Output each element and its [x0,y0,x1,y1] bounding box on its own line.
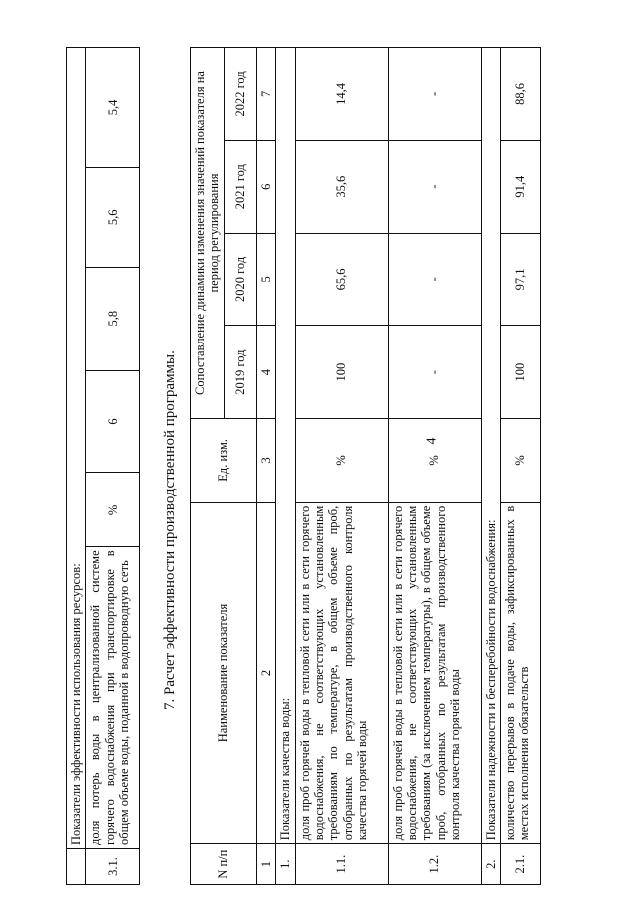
col-header-unit: Ед. изм. [191,419,257,503]
value-2021: - [388,140,481,233]
col-number: 6 [256,140,275,233]
col-header-2022: 2022 год [224,48,256,141]
indicator-name: доля проб горячей воды в тепловой сети или в сети горячего водоснабжения, не соответствующих установленным требованиям (за исключением температуры), в общем объеме проб, отобранных по результатам производственного контроля качества горячей воды [388,502,481,844]
section-number: 2. [481,844,500,885]
unit: % [86,473,140,547]
table-row [86,48,140,885]
resource-efficiency-table [66,47,140,885]
col-number: 7 [256,48,275,141]
col-number: 1 [256,844,275,885]
indicator-name: количество перерывов в подаче воды, зафиксированных в местах исполнения обязательств [500,502,540,844]
row-number: 3.1. [86,849,140,885]
row-number: 1.1. [295,844,388,885]
col-number: 5 [256,233,275,326]
col-header-2020: 2020 год [224,233,256,326]
section-row [276,48,295,885]
unit: % [295,419,388,503]
section-row [481,48,500,885]
table-row [500,48,540,885]
value-2020: 5,8 [86,267,140,370]
header-row [191,48,225,885]
unit: % [500,419,540,503]
col-header-name: Наименование показателя [191,502,257,844]
section7-heading: 7. Расчет эффективности производственной программы. [162,350,178,710]
indicator-name: доля проб горячей воды в тепловой сети или в сети горячего водоснабжения, не соответствующих установленным требованиям по температуре, в общем объеме проб, отобранных по результатам производственного контроля качества горячей воды [295,502,388,844]
section-title: Показатели качества воды: [276,48,295,844]
value-2019: 100 [295,326,388,419]
column-number-row [256,48,275,885]
section-title: Показатели эффективности использования ресурсов: [67,48,86,849]
value-2022: 5,4 [86,48,140,168]
section-title: Показатели надежности и бесперебойности водоснабжения: [481,48,500,844]
table-row [67,48,86,885]
value-2021: 91,4 [500,140,540,233]
value-2020: 65,6 [295,233,388,326]
unit: % [388,419,481,503]
value-2022: 14,4 [295,48,388,141]
indicator-name: доля потерь воды в централизованной системе горячего водоснабжения при транспортировке в общем объеме воды, поданной в водопроводную сеть [86,547,140,849]
col-header-2019: 2019 год [224,326,256,419]
row-number: 2.1. [500,844,540,885]
table-row [295,48,388,885]
page-number: 4 [424,437,440,445]
col-number: 4 [256,326,275,419]
table-row [388,48,481,885]
value-2020: 97,1 [500,233,540,326]
program-efficiency-table [190,47,541,885]
value-2019: 100 [500,326,540,419]
value-2021: 5,6 [86,167,140,267]
section-number: 1. [276,844,295,885]
value-2022: 88,6 [500,48,540,141]
value-2022: - [388,48,481,141]
value-2019: 6 [86,370,140,473]
row-number: 1.2. [388,844,481,885]
value-2021: 35,6 [295,140,388,233]
value-2019: - [388,326,481,419]
value-2020: - [388,233,481,326]
col-header-num: N п/п [191,844,257,885]
col-number: 3 [256,419,275,503]
col-header-2021: 2021 год [224,140,256,233]
col-header-comparison: Сопоставление динамики изменения значений показателя на период регулирования [191,48,225,419]
col-number: 2 [256,502,275,844]
